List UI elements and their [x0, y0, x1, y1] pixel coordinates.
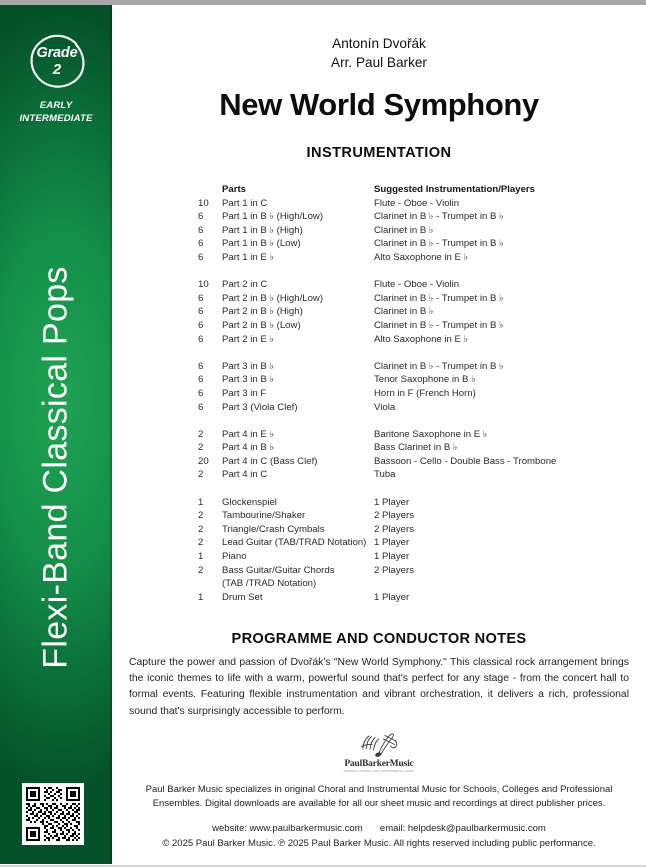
table-row: [198, 197, 618, 211]
qr-code-icon: [24, 785, 82, 843]
logo-wordmark: PaulBarkerMusic: [344, 759, 414, 769]
cell-quantity: 1: [198, 551, 204, 563]
cell-quantity: 6: [198, 238, 204, 250]
cell-suggested: 2 Players: [374, 564, 414, 576]
logo-tagline: ORIGINAL CHORAL AND INSTRUMENTAL MUSIC: [343, 770, 415, 773]
cell-quantity: 6: [198, 224, 204, 236]
table-row: [198, 387, 618, 401]
main-content: [112, 5, 646, 864]
cell-suggested: 1 Player: [374, 496, 410, 508]
green-sidebar: [0, 5, 112, 864]
cell-suggested: Bassoon - Cello - Double Bass - Trombone: [374, 455, 557, 467]
cell-quantity: 6: [198, 251, 204, 263]
cell-part: Lead Guitar (TAB/TRAD Notation): [222, 537, 367, 549]
cell-suggested: Alto Saxophone in E ♭: [374, 251, 469, 263]
series-title: Flexi-Band Classical Pops: [36, 266, 75, 669]
cell-part: Bass Guitar/Guitar Chords: [222, 564, 335, 576]
cell-suggested: 2 Players: [374, 523, 414, 535]
cell-part: Part 4 in C: [222, 469, 268, 481]
cell-suggested: Tenor Saxophone in B ♭: [374, 374, 476, 386]
cell-part: Part 1 in E ♭: [222, 251, 274, 263]
table-row: [198, 251, 618, 265]
cell-part: Part 1 in C: [222, 197, 268, 209]
contact-line: [129, 822, 629, 836]
cell-quantity: 6: [198, 401, 204, 413]
table-row: [198, 237, 618, 251]
table-row: [198, 509, 618, 523]
cell-quantity: 1: [198, 496, 204, 508]
grade-number: 2: [52, 61, 62, 79]
table-row: [198, 401, 618, 415]
cell-part: Part 1 in B ♭ (Low): [222, 238, 301, 250]
table-row: [198, 278, 618, 292]
table-row: [198, 428, 618, 442]
cell-quantity: 6: [198, 306, 204, 318]
email-link[interactable]: email: helpdesk@paulbarkermusic.com: [379, 823, 546, 834]
cell-suggested: Horn in F (French Horn): [374, 387, 476, 399]
cell-quantity: 2: [198, 564, 204, 576]
cell-suggested: Flute - Oboe - Violin: [374, 197, 460, 209]
table-row: [198, 496, 618, 510]
cell-quantity: 6: [198, 374, 204, 386]
cell-quantity: 2: [198, 523, 204, 535]
page-title: New World Symphony: [219, 86, 539, 122]
cell-quantity: 2: [198, 510, 204, 522]
difficulty-level-line1: EARLY: [39, 100, 73, 111]
cell-quantity: 6: [198, 211, 204, 223]
table-row: [198, 591, 618, 605]
table-row: [198, 360, 618, 374]
copyright-line: © 2025 Paul Barker Music. ℗ 2025 Paul Barker Music. All rights reserved including public performance.: [162, 838, 596, 849]
cell-part: Part 2 in C: [222, 279, 268, 291]
cell-part: Drum Set: [222, 591, 263, 603]
programme-notes-body: Capture the power and passion of Dvořák's "New World Symphony." This classical rock arrangement brings the iconic themes to life with a warm, powerful sound that's perfect for any stage - from the concert hall to formal events. Featuring flexible instrumentation and vibrant orchestration, it delivers a rich, professional sound that's surprisingly accessible to perform.: [129, 657, 629, 717]
table-row: [198, 441, 618, 455]
composer-name: Antonín Dvořák: [332, 36, 426, 51]
cell-part: Part 2 in B ♭ (High/Low): [222, 292, 324, 304]
difficulty-level-line2: INTERMEDIATE: [19, 112, 93, 124]
cell-suggested: Alto Saxophone in E ♭: [374, 333, 469, 345]
table-group-gap: [198, 346, 618, 360]
arranger-name: Arr. Paul Barker: [331, 55, 427, 71]
publisher-blurb: Paul Barker Music specializes in original Choral and Instrumental Music for Schools, Colleges and Professional Ensembles. Digital downloads are available for all our sheet music and recordings at direct publisher prices.: [145, 784, 613, 810]
cell-part: Part 2 in B ♭ (Low): [222, 319, 301, 331]
cell-suggested: Bass Clarinet in B ♭: [374, 442, 458, 454]
publisher-logo: [331, 732, 427, 778]
table-row: [198, 468, 618, 482]
cell-quantity: 6: [198, 292, 204, 304]
cell-part: Piano: [222, 551, 247, 563]
cell-suggested: Clarinet in B ♭ - Trumpet in B ♭: [374, 360, 504, 372]
grade-label: Grade: [36, 45, 78, 62]
cell-suggested: 2 Players: [374, 510, 414, 522]
cell-part: Part 1 in B ♭ (High/Low): [222, 211, 324, 223]
cell-suggested: 1 Player: [374, 537, 410, 549]
cell-part: Part 1 in B ♭ (High): [222, 224, 303, 236]
cell-quantity: 10: [198, 197, 209, 209]
table-group-gap: [198, 265, 618, 279]
table-row: [198, 536, 618, 550]
table-row: [198, 333, 618, 347]
cell-suggested: Clarinet in B ♭: [374, 224, 434, 236]
cell-suggested: 1 Player: [374, 591, 410, 603]
cell-quantity: 20: [198, 455, 209, 467]
cell-quantity: 6: [198, 360, 204, 372]
difficulty-level: [0, 100, 112, 126]
table-row: [198, 550, 618, 564]
cell-part: Part 3 in B ♭: [222, 374, 274, 386]
composer-block: [112, 34, 646, 73]
cell-part: Part 3 (Viola Clef): [222, 401, 298, 413]
table-row: [198, 523, 618, 537]
cell-suggested: Clarinet in B ♭: [374, 306, 434, 318]
cell-suggested: Clarinet in B ♭ - Trumpet in B ♭: [374, 238, 504, 250]
table-row: [198, 305, 618, 319]
cell-suggested: Tuba: [374, 469, 396, 481]
cell-part: Triangle/Crash Cymbals: [222, 523, 325, 535]
cell-quantity: 2: [198, 469, 204, 481]
column-header-qty: [198, 183, 222, 197]
table-row: [198, 564, 618, 578]
cell-suggested: Clarinet in B ♭ - Trumpet in B ♭: [374, 319, 504, 331]
cell-suggested: Clarinet in B ♭ - Trumpet in B ♭: [374, 211, 504, 223]
cell-quantity: 2: [198, 442, 204, 454]
cell-part: Glockenspiel: [222, 496, 277, 508]
cell-quantity: 6: [198, 333, 204, 345]
cell-suggested: Viola: [374, 401, 396, 413]
cell-suggested: Clarinet in B ♭ - Trumpet in B ♭: [374, 292, 504, 304]
cell-part: Tambourine/Shaker: [222, 510, 306, 522]
cell-part: Part 3 in F: [222, 387, 267, 399]
table-row: [198, 224, 618, 238]
cell-quantity: 1: [198, 591, 204, 603]
instrumentation-body: [198, 197, 618, 605]
cell-part: Part 2 in B ♭ (High): [222, 306, 303, 318]
cell-quantity: 6: [198, 319, 204, 331]
cell-quantity: 10: [198, 279, 209, 291]
cell-part: (TAB /TRAD Notation): [222, 578, 317, 590]
column-header-suggested: Suggested Instrumentation/Players: [374, 184, 535, 195]
table-row: [198, 210, 618, 224]
cell-quantity: 2: [198, 428, 204, 440]
cell-suggested: 1 Player: [374, 551, 410, 563]
music-hand-logo-icon: [354, 732, 404, 758]
website-link[interactable]: website: www.paulbarkermusic.com: [212, 823, 363, 834]
cell-part: Part 4 in E ♭: [222, 428, 274, 440]
table-group-gap: [198, 482, 618, 496]
cell-quantity: 2: [198, 537, 204, 549]
table-group-gap: [198, 414, 618, 428]
qr-code[interactable]: [22, 783, 84, 845]
table-row: [198, 373, 618, 387]
table-row: [198, 319, 618, 333]
cell-suggested: Flute - Oboe - Violin: [374, 279, 460, 291]
table-row: [198, 577, 618, 591]
instrumentation-heading: INSTRUMENTATION: [306, 144, 452, 161]
cell-part: Part 4 in B ♭: [222, 442, 274, 454]
instrumentation-table: [198, 183, 618, 604]
grade-badge: [26, 31, 88, 93]
cell-part: Part 2 in E ♭: [222, 333, 274, 345]
cell-suggested: Baritone Saxophone in E ♭: [374, 428, 488, 440]
cell-part: Part 3 in B ♭: [222, 360, 274, 372]
cell-quantity: 6: [198, 387, 204, 399]
cell-suggested: [374, 577, 618, 591]
series-title-container: [0, 180, 112, 755]
table-header-row: [198, 183, 618, 197]
table-row: [198, 455, 618, 469]
table-row: [198, 292, 618, 306]
cell-part: Part 4 in C (Bass Clef): [222, 455, 318, 467]
programme-notes-heading: PROGRAMME AND CONDUCTOR NOTES: [231, 631, 527, 647]
column-header-parts: Parts: [222, 184, 246, 195]
